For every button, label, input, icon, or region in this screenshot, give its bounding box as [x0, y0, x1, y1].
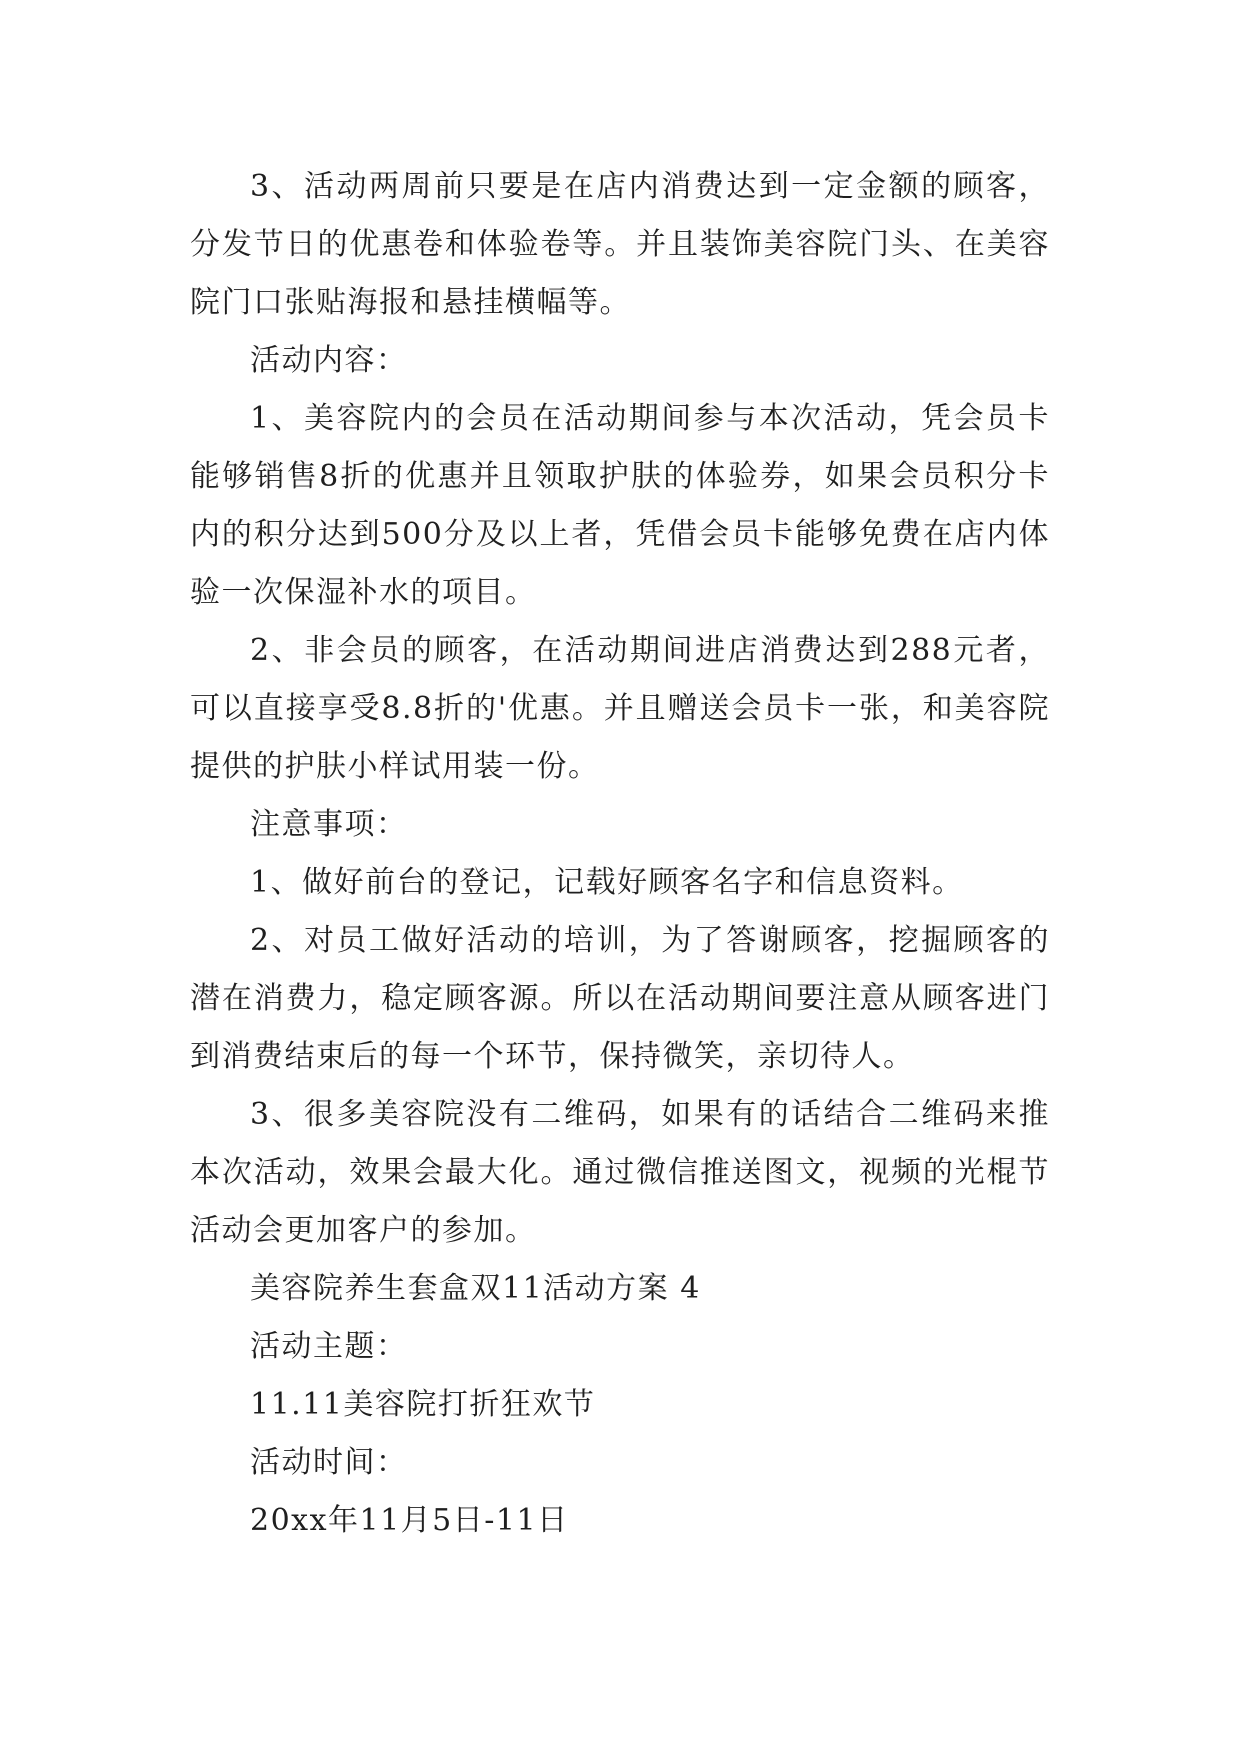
paragraph-member-offer: 1、美容院内的会员在活动期间参与本次活动，凭会员卡能够销售8折的优惠并且领取护肤的体验券，如果会员积分卡内的积分达到500分及以上者，凭借会员卡能够免费在店内体验一次保湿补水的项目。	[190, 401, 1050, 610]
paragraph-note-qr-code: 3、很多美容院没有二维码，如果有的话结合二维码来推本次活动，效果会最大化。通过微信推送图文，视频的光棍节活动会更加客户的参加。	[190, 1097, 1050, 1248]
heading-activity-content: 活动内容：	[250, 343, 408, 378]
paragraph-promo-before-event: 3、活动两周前只要是在店内消费达到一定金额的顾客，分发节日的优惠卷和体验卷等。并且装饰美容院门头、在美容院门口张贴海报和悬挂横幅等。	[190, 169, 1050, 320]
paragraph-note-registration: 1、做好前台的登记，记载好顾客名字和信息资料。	[250, 865, 964, 900]
heading-notes: 注意事项：	[250, 807, 408, 842]
heading-activity-theme: 活动主题：	[250, 1329, 408, 1364]
paragraph-note-staff-training: 2、对员工做好活动的培训，为了答谢顾客，挖掘顾客的潜在消费力，稳定顾客源。所以在活动期间要注意从顾客进门到消费结束后的每一个环节，保持微笑，亲切待人。	[190, 923, 1050, 1074]
heading-activity-time: 活动时间：	[250, 1445, 408, 1480]
section-title-plan-4: 美容院养生套盒双11活动方案 4	[250, 1271, 701, 1306]
document-body	[190, 158, 1050, 1550]
paragraph-theme: 11.11美容院打折狂欢节	[250, 1387, 596, 1422]
paragraph-non-member-offer: 2、非会员的顾客，在活动期间进店消费达到288元者，可以直接享受8.8折的'优惠。并且赠送会员卡一张，和美容院提供的护肤小样试用装一份。	[190, 633, 1050, 784]
paragraph-time: 20xx年11月5日-11日	[250, 1503, 569, 1538]
